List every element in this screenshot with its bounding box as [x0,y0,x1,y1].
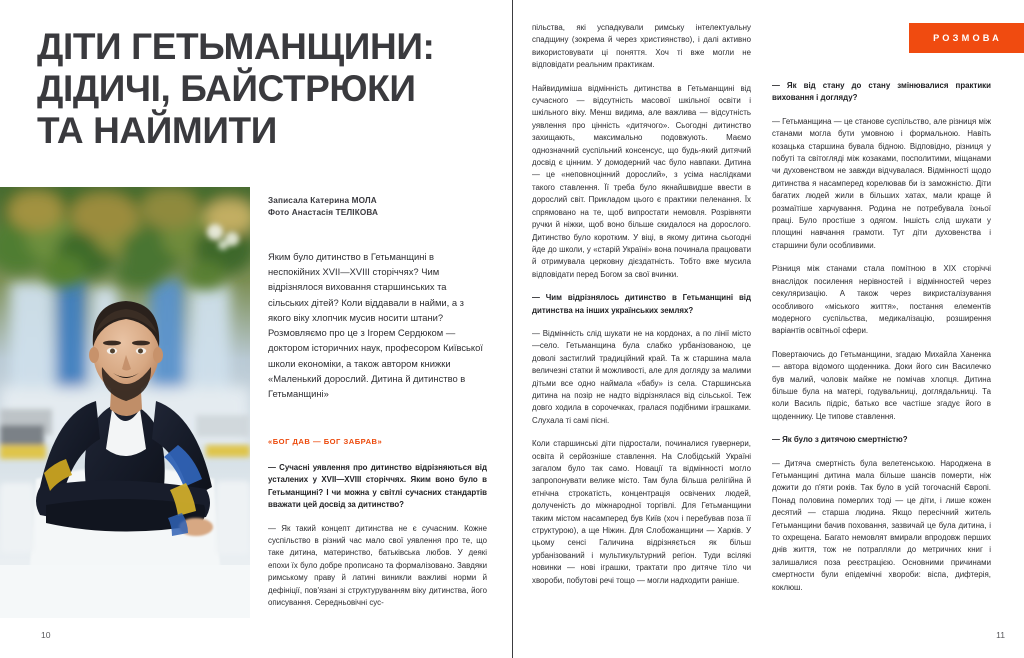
question-paragraph: — Як від стану до стану змінювалися практики виховання і догляду? [772,81,991,103]
question-paragraph: — Як було з дитячою смертністю? [772,435,908,445]
portrait-photo-image [0,187,250,618]
folio-page-number-right: 11 [996,630,1005,640]
question-paragraph: — Сучасні уявлення про дитинство відрізняються від усталених у XVII—XVIII сторіччях. Яким воно було в Гетьманщині? І чи можна у світлі сучасних стандартів вважати цей досвід за дитинство? [268,463,487,510]
answer-paragraph: Повертаючись до Гетьманщини, згадаю Михайла Ханенка — автора відомого щоденника. Доки його син Василечко був малий, чоловік майже не помічав хлопця. Дитина більше була на матері, годувальниці, доглядальниці. Та коли Василь підріс, батько все частіше згадує його в щоденнику. Це типове ставлення. [772,349,991,421]
answer-paragraph: Найвидиміша відмінність дитинства в Гетьманщині від сучасного — відсутність масової шкільної освіти і шкільного віку. Менш видима, але важлива — відсутність уявлення про цінність «дитячого». Сьогодні дитинство захищають, максимально подовжують. Маємо однозначний суспільний консенсус, що будь-який дитячий досвід є цінним. У домодерний час було навпаки. Дитина — це «неповноцінний дорослий», з усіма наслідками такого ставлення. Її треба було якнайшвидше ввести в дорослий світ. Прикладом цього є практики пеленання. Їх спрямовано на те, щоб випростати немовля. Розрівняти ручки й ніжки, щоб воно більше скидалося на дорослого. Дитинство було коротким. У віці, в якому дитина сьогодні йде до школи, у «старій Україні» вона починала працювати й отримувала церковну дієздатність. Тобто вже мусила відповідати перед Богом за свої вчинки. [532,83,751,279]
lede-paragraph [268,249,486,401]
hero-photo [0,187,250,618]
folio-page-number-left: 10 [41,630,51,640]
headline-line-3: ТА НАЙМИТИ [37,110,277,152]
lede-text: Яким було дитинство в Гетьманщині в неспокійних XVII—XVIII сторіччях? Чим відрізнялося виховання старшинських та сільських дітей? Коли віддавали в найми, а з якого віку хлопчик мусив носити штани? Розмовляємо про це з Ігорем Сердюком — доктором історичних наук, професором Київської школи економіки, а також автором книжки «Маленький дорослий. Дитина й дитинство в Гетьманщині» [268,251,483,400]
byline-writer: Записала Катерина МОЛА [268,196,377,205]
answer-paragraph: — Як такий концепт дитинства не є сучасним. Кожне суспільство в різний час мало свої уявлення про те, що таке дитина, материнство, батьківська любов. У деякі епохи їх було добре прописано та формалізовано. Завдяки римському праву й латині виникли важливі норми й дефініції, пов'язані зі структуруванням віку дитинства, його описування. Середньовічні сус- [268,523,487,608]
section-kicker: «БОГ ДАВ — БОГ ЗАБРАВ» [268,437,383,446]
column-middle [532,22,751,587]
page-right [513,0,1024,658]
answer-paragraph: пільства, які успадкували римську інтелектуальну спадщину (зокрема й через християнство), і далі активно використовувати ці поняття. Хоч ті вже могли не відповідати реальним практикам. [532,23,751,70]
answer-paragraph: Різниця між станами стала помітною в XIX сторіччі внаслідок посилення нерівностей і відмінностей через секуляризацію. А також через викристалізування особливого «міського життя», постання елементів модерного суспільства, медикалізацію, розширення варіантів освітньої сфери. [772,264,991,336]
column-right [772,80,991,594]
question-paragraph: — Чим відрізнялось дитинство в Гетьманщині від дитинства на інших українських землях? [532,293,751,315]
answer-paragraph: — Дитяча смертність була велетенською. Народжена в Гетьманщині дитина мала більше шансів померти, ніж дожити до п'яти років. Так було в усій тогочасній Європі. Понад половина померлих тоді — це діти, і лише кожен десятий — старша людина. Якщо пересічний житель Гетьманщини бачив поховання, зазвичай це була дитина, і то охрещена. Багато немовлят вмирали впродовж перших днів життя, тож не потрапляли до метричних книг і залишалися поза реєстрацією. Основними причинами смертности були епідемічні хвороби: віспа, дифтерія, коклюш. [772,458,991,592]
badge-label: РОЗМОВА [933,33,1002,43]
page-title [37,26,487,153]
answer-paragraph: Коли старшинські діти підростали, починалися гувернери, освіта й серйозніше ставлення. На Слобідській Україні загалом було так само. Новації та відмінності могло запропонувати велике місто. Там була більша релігійна й етнічна строкатість, концентрація освічених людей, долученість до міжнародної торгівлі. Для Гетьманщини таким містом насамперед був Київ (хоч і перебував поза її структурою), а ще Ніжин. Для Слобожанщини — Харків. У цьому сенсі Галичина відрізняється як більш урбанізований і мультикультурний регіон. Туди всілякі новинки — нові іграшки, трактати про дитяче тіло чи хвороби, побутові речі тощо — могли надходити раніше. [532,439,751,585]
status-badge [909,23,1024,53]
column-left-body [268,462,487,620]
byline-photographer: Фото Анастасія ТЕЛІКОВА [268,208,379,218]
headline-line-2: ДІДИЧІ, БАЙСТРЮКИ [37,68,416,110]
headline-line-1: ДІТИ ГЕТЬМАНЩИНИ: [37,26,435,67]
answer-paragraph: — Відмінність слід шукати не на кордонах, а по лінії місто—село. Гетьманщина була слабко урбанізованою, це доволі застиглий традиційний край. Та ж старшина мала величезні статки й можливості, але для догляду за малими дітьми все одно наймала «бабу» із села. Старшинська дитина на позір не надто відрізнялася від сільської. Теж довго ходила в сорочечках, гралася подібними іграшками. Слухала ті самі пісні. [532,328,751,425]
answer-paragraph: — Гетьманщина — це станове суспільство, але різниця між станами могла бути умовною і формальною. Навіть козацька старшина бувала бідною. Відповідно, різниця у побуті та світогляді між козаками, посполитими, міщанами чи духовенством не завжди відчувалася. Відмінності щодо дитинства я насамперед корелював би із заможністю. Діти багатих людей жили в більших хатах, мали краще й розмаїтіше харчування. Родина не потребувала їхньої праці. Було простіше з одягом. Іншість слід шукати у площині навчання грамоти. Тут діти духовенства і старшини були особливими. [772,116,991,250]
byline [268,195,483,219]
